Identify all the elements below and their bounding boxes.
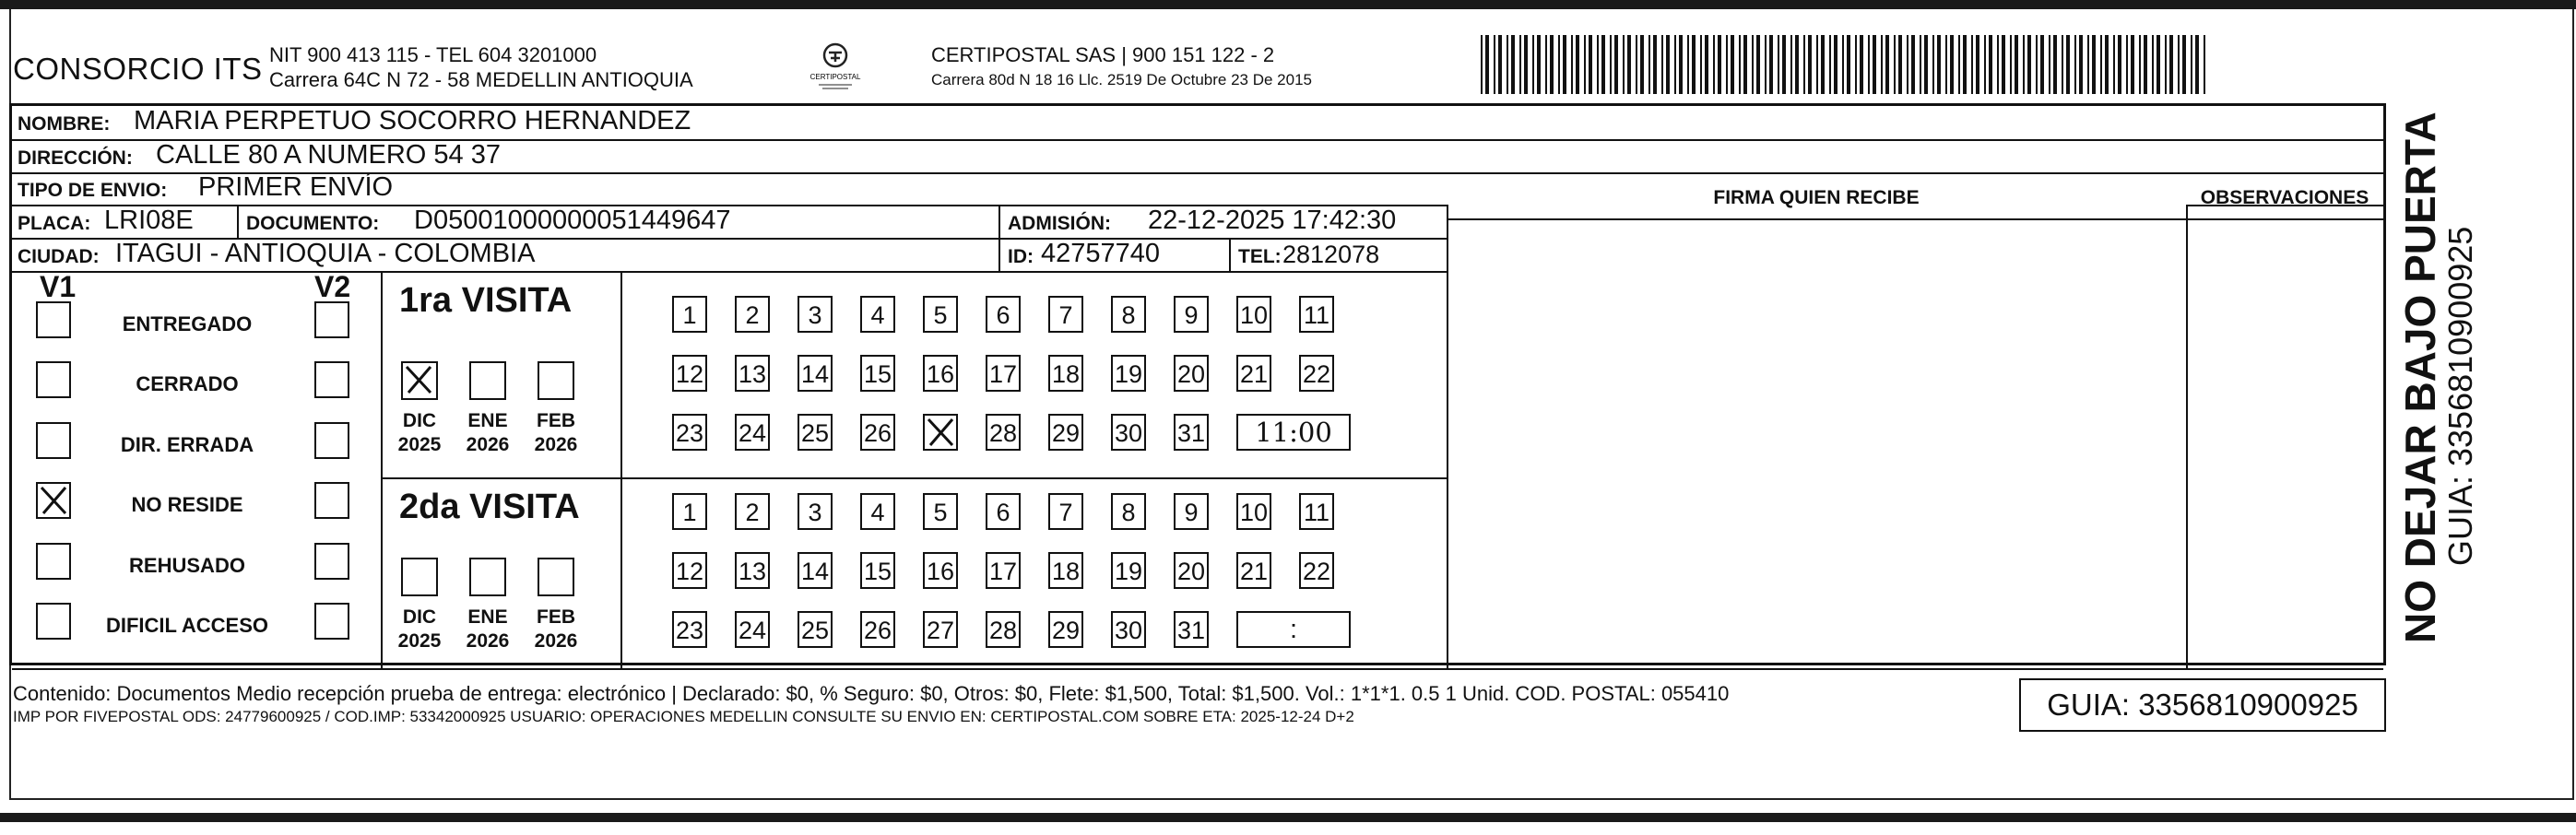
barcode-bar [1532, 35, 1534, 94]
company-info [269, 42, 693, 92]
day-box[interactable]: 6 [986, 296, 1021, 333]
v1-checkbox[interactable] [36, 482, 71, 519]
barcode-bar [1589, 35, 1592, 94]
barcode-bar [1571, 35, 1573, 94]
barcode-bar [1958, 35, 1960, 94]
barcode-bar [2139, 35, 2141, 94]
day-box[interactable]: 21 [1236, 552, 1271, 589]
barcode-bar [2015, 35, 2018, 94]
day-box[interactable]: 11 [1299, 296, 1334, 333]
day-box[interactable]: 21 [1236, 355, 1271, 392]
tel-label: TEL: [1238, 246, 1282, 267]
barcode-bar [2023, 35, 2025, 94]
id-value: 42757740 [1041, 239, 1161, 268]
barcode-bar [2182, 35, 2186, 94]
barcode-bar [1803, 35, 1805, 94]
day-box[interactable]: 31 [1174, 414, 1209, 451]
recipient-address: CALLE 80 A NUMERO 54 37 [156, 140, 501, 170]
day-box[interactable]: 16 [923, 355, 958, 392]
month-checkbox[interactable] [538, 361, 574, 400]
city-value: ITAGUI - ANTIOQUIA - COLOMBIA [115, 239, 536, 268]
day-box[interactable]: 15 [860, 355, 895, 392]
barcode-bar [2144, 35, 2147, 94]
v1-checkbox[interactable] [36, 361, 71, 398]
barcode-bar [1821, 35, 1825, 94]
imp-line: IMP POR FIVEPOSTAL ODS: 24779600925 / COD.IMP: 53342000925 USUARIO: OPERACIONES MEDELLIN CONSULTE SU ENVIO EN: CERTIPOSTAL.COM SOBRE ETA: 2025-12-24 D+2 [13, 708, 1354, 725]
day-box[interactable]: 6 [986, 493, 1021, 530]
day-box[interactable]: 23 [672, 414, 707, 451]
barcode-bar [2066, 35, 2070, 94]
day-box[interactable] [923, 414, 958, 451]
document-value: D05001000000051449647 [414, 206, 731, 235]
barcode-bar [1640, 35, 1644, 94]
day-box[interactable]: 16 [923, 552, 958, 589]
barcode-bar [1790, 35, 1792, 94]
day-box[interactable]: 27 [923, 611, 958, 648]
barcode-bar [1687, 35, 1689, 94]
barcode-bar [2178, 35, 2180, 94]
bottom-edge-bar [0, 813, 2576, 822]
day-box[interactable]: 13 [735, 355, 770, 392]
barcode-bar [1782, 35, 1786, 94]
day-box[interactable]: 14 [798, 355, 833, 392]
barcode-bar [1636, 35, 1637, 94]
plate-value: LRI08E [104, 206, 194, 235]
tel-value: 2812078 [1282, 241, 1380, 268]
visit2-title: 2da VISITA [399, 488, 580, 526]
barcode-bar [1713, 35, 1715, 94]
day-box[interactable]: 11 [1299, 493, 1334, 530]
day-box[interactable]: 29 [1048, 414, 1083, 451]
day-box[interactable]: 2 [735, 493, 770, 530]
day-box[interactable]: 24 [735, 611, 770, 648]
barcode-bar [1481, 35, 1483, 94]
barcode-bar [1743, 35, 1747, 94]
day-box[interactable]: 18 [1048, 355, 1083, 392]
certipostal-address: Carrera 80d N 18 16 Llc. 2519 De Octubre 23 De 2015 [931, 71, 1312, 88]
barcode-bar [1989, 35, 1992, 94]
barcode-bar [2118, 35, 2121, 94]
day-box[interactable]: 24 [735, 414, 770, 451]
barcode-bar [2195, 35, 2199, 94]
barcode-bar [2036, 35, 2038, 94]
content-line: Contenido: Documentos Medio recepción prueba de entrega: electrónico | Declarado: $0, % Seguro: $0, Otros: $0, Flete: $1,500, Total: $1,500. Vol.: 1*1*1. 0.5 1 Unid. COD. POSTAL: 055410 [13, 682, 1730, 705]
day-box[interactable]: 20 [1174, 552, 1209, 589]
v2-checkbox[interactable] [314, 543, 349, 580]
side-guia: GUIA: 3356810900925 [2441, 226, 2479, 566]
day-box[interactable]: 7 [1048, 296, 1083, 333]
logo-caption: CERTIPOSTAL [809, 73, 861, 81]
day-box[interactable]: 3 [798, 493, 833, 530]
barcode-bar [1769, 35, 1773, 94]
barcode-bar [1885, 35, 1889, 94]
barcode-bar [2079, 35, 2083, 94]
month-checkbox[interactable] [401, 558, 438, 596]
name-label: NOMBRE: [18, 113, 111, 135]
month-checkbox[interactable] [469, 361, 506, 400]
day-box[interactable]: 30 [1111, 414, 1146, 451]
barcode-bar [1597, 35, 1599, 94]
day-box[interactable]: 29 [1048, 611, 1083, 648]
barcode-bar [1984, 35, 1986, 94]
status-label: DIFICIL ACCESO [105, 614, 268, 637]
barcode-bar [2157, 35, 2160, 94]
barcode-bar [1550, 35, 1554, 94]
status-label: NO RESIDE [131, 493, 243, 516]
day-box[interactable]: 30 [1111, 611, 1146, 648]
barcode-bar [1937, 35, 1941, 94]
month-checkbox[interactable] [538, 558, 574, 596]
day-box[interactable]: 4 [860, 296, 895, 333]
barcode-bar [1498, 35, 1502, 94]
guia-box: GUIA: 3356810900925 [2019, 678, 2386, 732]
barcode-bar [1963, 35, 1967, 94]
barcode-bar [1653, 35, 1657, 94]
barcode-bar [2191, 35, 2192, 94]
barcode-bar [1911, 35, 1915, 94]
barcode-bar [1648, 35, 1650, 94]
document-label: DOCUMENTO: [246, 213, 380, 234]
barcode-bar [1816, 35, 1818, 94]
day-box[interactable]: 28 [986, 611, 1021, 648]
barcode-bar [1855, 35, 1857, 94]
barcode-bar [2062, 35, 2063, 94]
barcode-bar [1623, 35, 1625, 94]
barcode-bar [2100, 35, 2102, 94]
barcode-bar [1563, 35, 1566, 94]
barcode-bar [1945, 35, 1947, 94]
plate-label: PLACA: [18, 213, 91, 234]
barcode-bar [1898, 35, 1902, 94]
barcode-bar [1601, 35, 1605, 94]
observations-header: OBSERVACIONES [2200, 187, 2369, 208]
barcode-bar [1692, 35, 1696, 94]
barcode-bar [1584, 35, 1586, 94]
barcode-bar [2113, 35, 2115, 94]
day-box[interactable]: 26 [860, 414, 895, 451]
certipostal-logo [809, 41, 861, 96]
time-box[interactable]: 11:00 [1236, 414, 1351, 451]
barcode-bar [1808, 35, 1812, 94]
day-box[interactable]: 18 [1048, 552, 1083, 589]
v1-checkbox[interactable] [36, 422, 71, 459]
day-box[interactable]: 13 [735, 552, 770, 589]
barcode-bar [1860, 35, 1863, 94]
barcode-bar [1950, 35, 1954, 94]
status-label: ENTREGADO [122, 312, 253, 335]
barcode-bar [1976, 35, 1979, 94]
month-label: FEB 2026 [534, 606, 578, 652]
admission-value: 22-12-2025 17:42:30 [1148, 206, 1397, 235]
v2-checkbox[interactable] [314, 603, 349, 640]
barcode-bar [1756, 35, 1760, 94]
day-box[interactable]: 28 [986, 414, 1021, 451]
day-box[interactable]: 5 [923, 296, 958, 333]
v2-header: V2 [314, 270, 351, 303]
barcode-bar [1661, 35, 1663, 94]
day-box[interactable]: 3 [798, 296, 833, 333]
signature-header: FIRMA QUIEN RECIBE [1713, 187, 1920, 208]
status-label: DIR. ERRADA [120, 433, 254, 456]
day-box[interactable]: 10 [1236, 296, 1271, 333]
day-box[interactable]: 19 [1111, 355, 1146, 392]
barcode-bar [2204, 35, 2205, 94]
month-checkbox[interactable] [469, 558, 506, 596]
day-box[interactable]: 14 [798, 552, 833, 589]
barcode-bar [2165, 35, 2167, 94]
v1-checkbox[interactable] [36, 301, 71, 338]
barcode-bar [2169, 35, 2173, 94]
v1-checkbox[interactable] [36, 543, 71, 580]
barcode-bar [1739, 35, 1741, 94]
barcode-bar [1924, 35, 1928, 94]
day-box[interactable]: 22 [1299, 552, 1334, 589]
day-box[interactable]: 1 [672, 493, 707, 530]
barcode-bar [1847, 35, 1850, 94]
nit-line: NIT 900 413 115 - TEL 604 3201000 [269, 43, 597, 66]
status-label: REHUSADO [129, 554, 245, 577]
day-box[interactable]: 9 [1174, 493, 1209, 530]
barcode [1481, 35, 2209, 94]
type-label: TIPO DE ENVIO: [18, 180, 168, 201]
day-box[interactable]: 22 [1299, 355, 1334, 392]
barcode-bar [2105, 35, 2109, 94]
barcode-bar [1795, 35, 1799, 94]
barcode-bar [2053, 35, 2057, 94]
month-label: ENE 2026 [466, 410, 510, 455]
day-box[interactable]: 15 [860, 552, 895, 589]
visit1-title: 1ra VISITA [399, 281, 573, 320]
barcode-bar [2027, 35, 2031, 94]
v1-checkbox[interactable] [36, 603, 71, 640]
barcode-bar [1868, 35, 1870, 94]
side-notice: NO DEJAR BAJO PUERTA [2396, 112, 2444, 643]
barcode-bar [1494, 35, 1495, 94]
barcode-bar [2126, 35, 2128, 94]
admission-label: ADMISIÓN: [1008, 213, 1111, 234]
status-label: CERRADO [136, 372, 239, 395]
barcode-bar [1765, 35, 1767, 94]
v2-checkbox[interactable] [314, 482, 349, 519]
day-box[interactable]: 5 [923, 493, 958, 530]
day-box[interactable]: 12 [672, 355, 707, 392]
v2-checkbox[interactable] [314, 422, 349, 459]
month-checkbox[interactable] [401, 361, 438, 400]
barcode-bar [1842, 35, 1844, 94]
day-box[interactable]: 25 [798, 414, 833, 451]
day-box[interactable]: 31 [1174, 611, 1209, 648]
barcode-bar [1881, 35, 1883, 94]
barcode-bar [1485, 35, 1489, 94]
day-box[interactable]: 4 [860, 493, 895, 530]
barcode-bar [2092, 35, 2096, 94]
certipostal-info [931, 42, 1312, 92]
barcode-bar [1666, 35, 1670, 94]
barcode-bar [1705, 35, 1708, 94]
barcode-bar [1507, 35, 1508, 94]
v2-checkbox[interactable] [314, 301, 349, 338]
delivery-form [9, 103, 2386, 665]
barcode-bar [1610, 35, 1612, 94]
barcode-bar [1971, 35, 1973, 94]
day-box[interactable]: 25 [798, 611, 833, 648]
day-box[interactable]: 26 [860, 611, 895, 648]
top-edge-bar [0, 0, 2576, 9]
barcode-bar [1700, 35, 1702, 94]
barcode-bar [1894, 35, 1896, 94]
barcode-bar [1997, 35, 1999, 94]
day-box[interactable]: 1 [672, 296, 707, 333]
day-box[interactable]: 20 [1174, 355, 1209, 392]
day-box[interactable]: 17 [986, 552, 1021, 589]
barcode-bar [1834, 35, 1837, 94]
barcode-bar [1718, 35, 1721, 94]
barcode-bar [1778, 35, 1779, 94]
barcode-bar [1537, 35, 1541, 94]
barcode-bar [1576, 35, 1579, 94]
barcode-bar [1731, 35, 1734, 94]
day-box[interactable]: 9 [1174, 296, 1209, 333]
barcode-bar [1674, 35, 1676, 94]
address-label: DIRECCIÓN: [18, 147, 133, 169]
v1-header: V1 [40, 270, 77, 303]
barcode-bar [1920, 35, 1921, 94]
shipment-type: PRIMER ENVÍO [198, 172, 394, 202]
barcode-bar [1511, 35, 1515, 94]
certipostal-line: CERTIPOSTAL SAS | 900 151 122 - 2 [931, 43, 1275, 66]
barcode-bar [1558, 35, 1560, 94]
month-label: DIC 2025 [397, 410, 442, 455]
day-box[interactable]: 2 [735, 296, 770, 333]
barcode-bar [2074, 35, 2076, 94]
barcode-bar [2002, 35, 2005, 94]
barcode-bar [1752, 35, 1754, 94]
day-box[interactable]: 10 [1236, 493, 1271, 530]
month-label: DIC 2025 [397, 606, 442, 652]
day-box[interactable]: 8 [1111, 296, 1146, 333]
month-label: FEB 2026 [534, 410, 578, 455]
barcode-bar [2131, 35, 2134, 94]
day-box[interactable]: 12 [672, 552, 707, 589]
day-box[interactable]: 23 [672, 611, 707, 648]
barcode-bar [1679, 35, 1683, 94]
barcode-bar [1829, 35, 1831, 94]
barcode-bar [1545, 35, 1547, 94]
barcode-bar [2087, 35, 2089, 94]
barcode-bar [2010, 35, 2012, 94]
barcode-bar [1519, 35, 1521, 94]
barcode-bar [1907, 35, 1908, 94]
day-box[interactable]: 19 [1111, 552, 1146, 589]
barcode-bar [1873, 35, 1876, 94]
barcode-bar [1932, 35, 1934, 94]
v2-checkbox[interactable] [314, 361, 349, 398]
city-label: CIUDAD: [18, 246, 100, 267]
month-label: ENE 2026 [466, 606, 510, 652]
barcode-bar [2049, 35, 2050, 94]
company-name: CONSORCIO ITS [13, 52, 263, 86]
day-box[interactable]: 17 [986, 355, 1021, 392]
barcode-bar [1524, 35, 1528, 94]
time-box[interactable]: : [1236, 611, 1351, 648]
barcode-bar [1627, 35, 1631, 94]
company-address: Carrera 64C N 72 - 58 MEDELLIN ANTIOQUIA [269, 68, 693, 91]
barcode-bar [1614, 35, 1618, 94]
recipient-name: MARIA PERPETUO SOCORRO HERNANDEZ [134, 106, 691, 135]
barcode-bar [1726, 35, 1728, 94]
barcode-bar [2040, 35, 2044, 94]
id-label: ID: [1008, 246, 1034, 267]
day-box[interactable]: 8 [1111, 493, 1146, 530]
barcode-bar [2152, 35, 2154, 94]
day-box[interactable]: 7 [1048, 493, 1083, 530]
